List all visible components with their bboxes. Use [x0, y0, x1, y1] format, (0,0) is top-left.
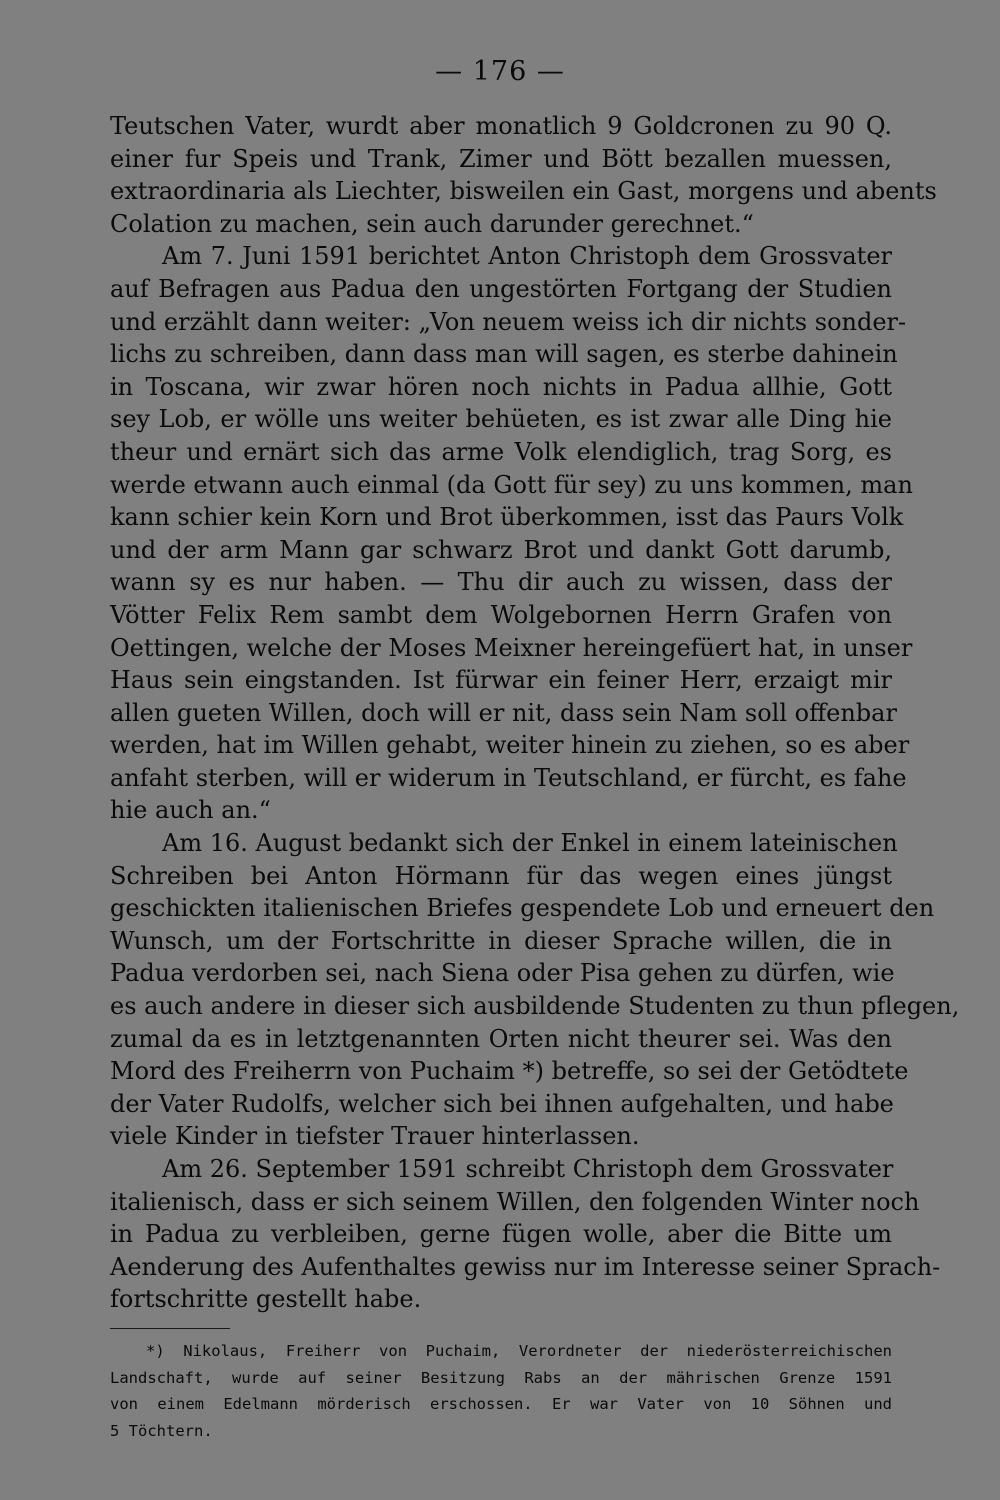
- text-line: anfaht sterben, will er widerum in Teutschland, er fürcht, es fahe: [110, 763, 907, 792]
- text-line: zumal da es in letztgenannten Orten nicht theurer sei. Was den: [110, 1024, 892, 1053]
- text-line: werden, hat im Willen gehabt, weiter hinein zu ziehen, so es aber: [110, 731, 910, 760]
- text-line: es auch andere in dieser sich ausbildende Studenten zu thun pflegen,: [110, 992, 960, 1021]
- footnote-divider: [110, 1328, 230, 1329]
- text-line: Colation zu machen, sein auch darunder gerechnet.“: [110, 209, 754, 238]
- text-line: und der arm Mann gar schwarz Brot und dankt Gott darumb,: [110, 535, 892, 564]
- text-line: in Padua zu verbleiben, gerne fügen wolle, aber die Bitte um: [110, 1220, 892, 1249]
- text-line: Wunsch, um der Fortschritte in dieser Sprache willen, die in: [110, 926, 892, 955]
- footnote-line: 5 Töchtern.: [110, 1421, 213, 1440]
- text-line: einer fur Speis und Trank, Zimer und Bött bezallen muessen,: [110, 144, 892, 173]
- text-line: auf Befragen aus Padua den ungestörten Fortgang der Studien: [110, 274, 892, 303]
- footnote-line: Landschaft, wurde auf seiner Besitzung Rabs an der mährischen Grenze 1591: [110, 1368, 892, 1387]
- text-line: allen gueten Willen, doch will er nit, dass sein Nam soll offenbar: [110, 698, 897, 727]
- text-line: Schreiben bei Anton Hörmann für das wegen eines jüngst: [110, 861, 892, 890]
- text-line: und erzählt dann weiter: „Von neuem weiss ich dir nichts sonder-: [110, 307, 907, 336]
- text-line: theur und ernärt sich das arme Volk elendiglich, trag Sorg, es: [110, 437, 892, 466]
- text-line: in Toscana, wir zwar hören noch nichts in Padua allhie, Gott: [110, 372, 892, 401]
- text-line: der Vater Rudolfs, welcher sich bei ihnen aufgehalten, und habe: [110, 1089, 894, 1118]
- text-line: hie auch an.“: [110, 796, 271, 825]
- text-line: Haus sein eingstanden. Ist fürwar ein feiner Herr, erzaigt mir: [110, 666, 892, 695]
- paragraph-start-line: Am 16. August bedankt sich der Enkel in einem lateinischen: [162, 829, 898, 858]
- text-line: Mord des Freiherrn von Puchaim *) betreffe, so sei der Getödtete: [110, 1057, 909, 1086]
- text-line: Vötter Felix Rem sambt dem Wolgebornen Herrn Grafen von: [110, 600, 892, 629]
- paragraph-start-line: Am 7. Juni 1591 berichtet Anton Christoph dem Grossvater: [162, 242, 892, 271]
- text-line: Teutschen Vater, wurdt aber monatlich 9 Goldcronen zu 90 Q.: [110, 112, 892, 140]
- text-line: kann schier kein Korn und Brot überkommen, isst das Paurs Volk: [110, 503, 904, 532]
- text-line: Padua verdorben sei, nach Siena oder Pisa gehen zu dürfen, wie: [110, 959, 895, 988]
- footnote-line: von einem Edelmann mörderisch erschossen. Er war Vater von 10 Söhnen und: [110, 1395, 892, 1413]
- text-line: Aenderung des Aufenthaltes gewiss nur im Interesse seiner Sprach-: [110, 1252, 941, 1281]
- text-line: fortschritte gestellt habe.: [110, 1285, 422, 1314]
- paragraph-start-line: Am 26. September 1591 schreibt Christoph dem Grossvater: [162, 1155, 894, 1183]
- text-line: italienisch, dass er sich seinem Willen, den folgenden Winter noch: [110, 1187, 920, 1216]
- text-line: wann sy es nur haben. — Thu dir auch zu wissen, dass der: [110, 568, 892, 597]
- page-number: — 176 —: [435, 56, 565, 87]
- text-line: werde etwann auch einmal (da Gott für sey) zu uns kommen, man: [110, 470, 913, 499]
- footnote-line: *) Nikolaus, Freiherr von Puchaim, Verordneter der niederösterreichischen: [146, 1342, 892, 1360]
- body-text: [110, 110, 960, 1316]
- text-line: extraordinaria als Liechter, bisweilen ein Gast, morgens und abents: [110, 177, 937, 206]
- text-line: sey Lob, er wölle uns weiter behüeten, es ist zwar alle Ding hie: [110, 405, 892, 434]
- text-line: viele Kinder in tiefster Trauer hinterlassen.: [110, 1122, 640, 1151]
- text-line: lichs zu schreiben, dann dass man will sagen, es sterbe dahinein: [110, 340, 898, 369]
- text-line: geschickten italienischen Briefes gespendete Lob und erneuert den: [110, 894, 935, 923]
- footnote: [110, 1338, 892, 1444]
- text-line: Oettingen, welche der Moses Meixner hereingefüert hat, in unser: [110, 633, 913, 662]
